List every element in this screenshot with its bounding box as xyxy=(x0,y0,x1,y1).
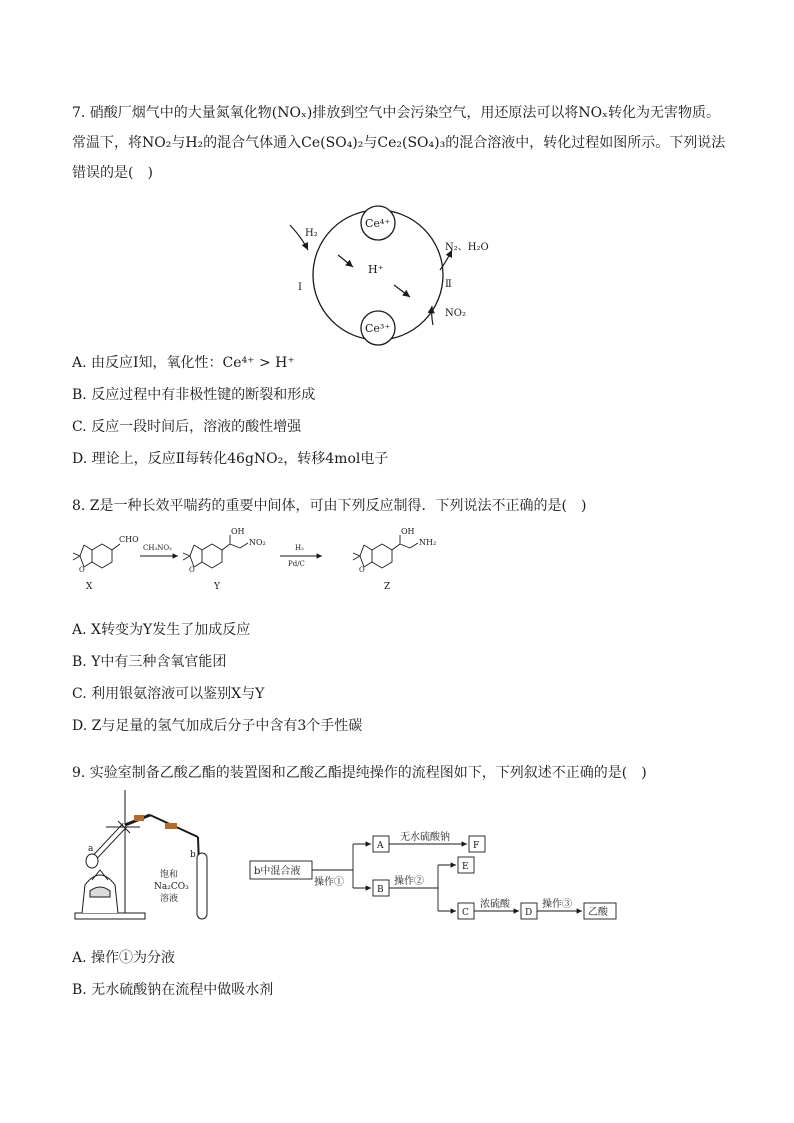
label-b: b xyxy=(190,850,196,860)
h2-label: H₂ xyxy=(305,228,318,239)
molecule-y xyxy=(183,535,248,568)
y-oxygen: O xyxy=(189,566,195,574)
start-label: b中混合液 xyxy=(254,866,301,877)
stopper xyxy=(134,815,144,821)
step-2-label: Ⅱ xyxy=(445,279,452,290)
y-no2: NO₂ xyxy=(249,538,266,547)
question-7-stem: 7. 硝酸厂烟气中的大量氮氧化物(NOₓ)排放到空气中会污染空气，用还原法可以将NOₓ转化为无害物质。常温下，将NO₂与H₂的混合气体通入Ce(SO₄)₂与Ce₂(SO₄)₃的混合溶液中，转化过程如图所示。下列说法错误的是( ) xyxy=(72,105,726,181)
x-cho: CHO xyxy=(119,535,139,544)
label-a: a xyxy=(88,844,94,854)
op2-label: 操作② xyxy=(394,876,424,887)
saturated-label-1: 饱和 xyxy=(160,870,179,880)
q9-option-b: B. 无水硫酸钠在流程中做吸水剂 xyxy=(72,982,274,998)
box-b-label: B xyxy=(377,885,384,895)
q8-option-a: A. X转变为Y发生了加成反应 xyxy=(72,622,251,638)
question-9-stem: 9. 实验室制备乙酸乙酯的装置图和乙酸乙酯提纯操作的流程图如下，下列叙述不正确的是( ) xyxy=(72,765,647,781)
hplus-label: H⁺ xyxy=(368,263,384,276)
box-e-label: E xyxy=(462,862,469,872)
saturated-label-2: Na₂CO₃ xyxy=(154,882,189,892)
z-oxygen: O xyxy=(359,566,365,574)
na2so4-label: 无水硫酸钠 xyxy=(400,832,450,843)
q8-option-b: B. Y中有三种含氧官能团 xyxy=(72,654,227,670)
products-label: N₂、H₂O xyxy=(445,242,489,253)
q9-option-a: A. 操作①为分液 xyxy=(72,950,176,966)
q7-option-d: D. 理论上，反应Ⅱ每转化46gNO₂，转移4mol电子 xyxy=(72,451,389,467)
product-label: 乙酸 xyxy=(588,907,608,918)
question-7-cycle-diagram xyxy=(280,200,510,350)
box-a-label: A xyxy=(377,841,384,851)
op3-label: 操作③ xyxy=(542,899,572,910)
y-oh: OH xyxy=(231,527,245,536)
reagent-2-top: H₂ xyxy=(295,544,304,552)
question-9-apparatus xyxy=(70,785,230,930)
q7-option-b: B. 反应过程中有非极性键的断裂和形成 xyxy=(72,387,316,403)
rubber-tube xyxy=(165,823,177,829)
step-1-label: I xyxy=(298,282,302,293)
label-z: Z xyxy=(384,582,391,592)
q8-option-d: D. Z与足量的氢气加成后分子中含有3个手性碳 xyxy=(72,718,363,734)
molecule-x xyxy=(73,544,120,568)
question-8-reaction-scheme xyxy=(70,526,450,596)
reagent-1: CH₃NO₂ xyxy=(143,544,172,552)
op1-label: 操作① xyxy=(314,877,344,888)
molecule-z xyxy=(353,535,418,568)
inner-arrow-2 xyxy=(394,285,410,297)
q7-option-a: A. 由反应Ⅰ知，氧化性：Ce⁴⁺ > H⁺ xyxy=(72,355,295,371)
saturated-label-3: 溶液 xyxy=(160,894,179,904)
box-f-label: F xyxy=(473,841,480,851)
x-oxygen: O xyxy=(79,566,85,574)
no2-label: NO₂ xyxy=(445,308,466,319)
conc-acid-label: 浓硫酸 xyxy=(480,899,510,910)
question-8-stem: 8. Z是一种长效平喘药的重要中间体，可由下列反应制得．下列说法不正确的是( ) xyxy=(72,498,587,514)
ce3-label: Ce³⁺ xyxy=(365,322,391,335)
reagent-2-bottom: Pd/C xyxy=(288,560,305,568)
label-y: Y xyxy=(214,582,220,592)
box-d-label: D xyxy=(525,908,533,918)
box-c-label: C xyxy=(462,908,469,918)
inner-arrow-1 xyxy=(338,255,353,267)
z-nh2: NH₂ xyxy=(419,538,437,547)
question-9-flowchart xyxy=(248,830,628,920)
q8-option-c: C. 利用银氨溶液可以鉴别X与Y xyxy=(72,686,265,702)
ce4-label: Ce⁴⁺ xyxy=(365,217,391,230)
label-x: X xyxy=(86,582,93,592)
z-oh: OH xyxy=(401,527,415,536)
q7-option-c: C. 反应一段时间后，溶液的酸性增强 xyxy=(72,419,302,435)
